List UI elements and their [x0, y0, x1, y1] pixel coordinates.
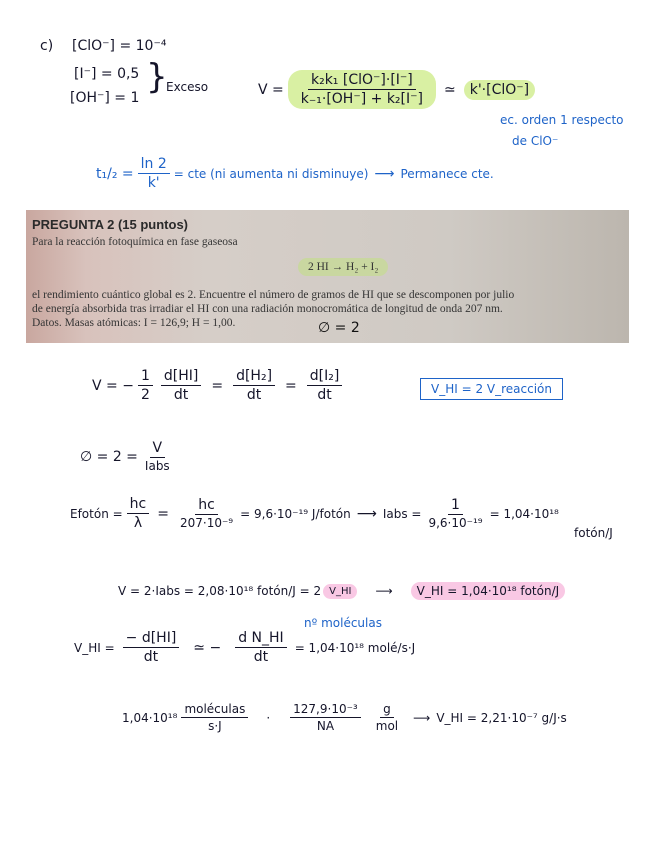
d-i2-den: dt: [317, 387, 332, 403]
v-iabs-line: [118, 582, 565, 600]
question-phi: ∅ = 2: [318, 320, 360, 336]
part-c-label: c): [40, 38, 54, 54]
question-reaction: 2 HI → H₂ + I₂: [298, 258, 388, 276]
vhi-small-highlight: V_HI: [323, 584, 357, 599]
half-life-result: Permanece cte.: [400, 166, 494, 181]
hc-num: hc: [127, 496, 150, 514]
v-iabs-text: V = 2·Iabs = 2,08·10¹⁸ fotón/J = 2: [118, 584, 322, 598]
rate-fraction: [298, 72, 426, 107]
rate-approx: ≃: [443, 81, 456, 98]
final-conversion-line: [122, 702, 567, 733]
question-photo: [26, 210, 629, 343]
half-life-fraction: [138, 156, 170, 191]
vhi-fraction-2: [235, 630, 286, 665]
efoton-lhs: Efotón =: [70, 506, 123, 521]
hc-num-2: hc: [195, 497, 218, 515]
v-lhs: V = −: [92, 377, 134, 394]
n-moleculas-note: nº moléculas: [304, 616, 382, 630]
vhi-fraction-1: [123, 630, 180, 665]
g-num: g: [380, 702, 394, 718]
vhi-lhs: V_HI =: [74, 640, 115, 655]
rate-numerator: k₂k₁ [ClO⁻]·[I⁻]: [308, 72, 416, 90]
d-i2-num: d[I₂]: [307, 368, 343, 386]
order-note-1: ec. orden 1 respecto: [500, 113, 624, 127]
question-line-1: Para la reacción fotoquímica en fase gaseosa: [32, 236, 238, 248]
vhi-den-1: dt: [143, 649, 159, 665]
right-arrow-icon: ⟶: [374, 165, 395, 182]
right-arrow-icon: ⟶: [375, 584, 393, 598]
final-unit-num: moléculas: [181, 702, 248, 718]
d-i2-dt: [307, 368, 343, 403]
final-unit: [181, 702, 248, 733]
vhi-value: = 1,04·10¹⁸ molé/s·J: [294, 640, 416, 655]
order-note-2: de ClO⁻: [512, 134, 559, 148]
iabs-lhs: Iabs =: [382, 506, 422, 521]
rate-fraction-highlight: [288, 70, 436, 109]
half-life-num: ln 2: [138, 156, 170, 174]
v-coef: [138, 368, 153, 403]
half-life-lhs: t₁/₂ =: [96, 165, 134, 182]
v-coef-den: 2: [140, 387, 150, 403]
half-life-rhs: = cte (ni aumenta ni disminuye): [173, 166, 369, 181]
phi-lhs: ∅ = 2 =: [80, 448, 138, 465]
vhi-definition-line: [74, 630, 415, 665]
equals-2: =: [285, 377, 297, 394]
iabs-fraction: [425, 497, 485, 530]
d-hi-num: d[HI]: [161, 368, 201, 386]
question-line-3: de energía absorbida tras irradiar el HI con una radiación monocromática de longitud de onda 207 nm.: [32, 303, 503, 315]
vhi-num-1: − d[HI]: [123, 630, 180, 648]
vhi-den-2: dt: [253, 649, 269, 665]
rate-simplified: k'·[ClO⁻]: [464, 80, 535, 100]
phi-den: Iabs: [144, 459, 170, 473]
half-life-line: [96, 156, 494, 191]
rate-denominator: k₋₁·[OH⁻] + k₂[I⁻]: [300, 91, 423, 107]
v-coef-num: 1: [138, 368, 153, 386]
efoton-value: = 9,6·10⁻¹⁹ J/fotón: [240, 506, 351, 521]
phi-fraction: [142, 440, 173, 473]
vhi-boxed-relation: V_HI = 2 V_reacción: [420, 378, 563, 400]
g-per-mol: [373, 702, 401, 733]
hc-over-lambda: [127, 496, 150, 531]
d-hi-den: dt: [173, 387, 189, 403]
vhi-approx: ≃ −: [193, 639, 222, 656]
mass-fraction: [290, 702, 361, 733]
rate-lhs: V =: [258, 81, 284, 98]
i-concentration: [I⁻] = 0,5: [74, 66, 140, 82]
final-coef: 1,04·10¹⁸: [122, 710, 178, 725]
lambda-val: 207·10⁻⁹: [179, 516, 234, 530]
iabs-den: 9,6·10⁻¹⁹: [428, 516, 483, 530]
question-line-2: el rendimiento cuántico global es 2. Encuentre el número de gramos de HI que se descomponen por julio: [32, 289, 515, 301]
phi-num: V: [150, 440, 166, 458]
oh-concentration: [OH⁻] = 1: [70, 90, 140, 106]
hc-over-lambda-val: [177, 497, 236, 530]
equals-1: =: [211, 377, 224, 394]
mass-den: NA: [316, 719, 335, 733]
photon-energy-line: [70, 496, 559, 531]
half-life-den: k': [147, 175, 160, 191]
final-result: V_HI = 2,21·10⁻⁷ g/J·s: [436, 710, 567, 725]
mass-num: 127,9·10⁻³: [290, 702, 361, 718]
d-h2-num: d[H₂]: [233, 368, 275, 386]
final-unit-den: s·J: [208, 719, 222, 733]
question-title: PREGUNTA 2 (15 puntos): [32, 217, 189, 232]
clo-concentration: [ClO⁻] = 10⁻⁴: [72, 38, 167, 54]
vhi-num-2: d N_HI: [235, 630, 286, 648]
equals-3: =: [157, 505, 169, 522]
quantum-yield-line: [80, 440, 177, 473]
right-arrow-icon: ⟶: [413, 710, 431, 725]
iabs-value: = 1,04·10¹⁸: [489, 506, 559, 521]
d-h2-den: dt: [246, 387, 262, 403]
question-line-4: Datos. Masas atómicas: I = 126,9; H = 1,00.: [32, 317, 236, 329]
rate-definition: [92, 368, 346, 403]
vhi-result-highlight: V_HI = 1,04·10¹⁸ fotón/J: [411, 582, 566, 600]
iabs-unit: fotón/J: [574, 526, 613, 540]
g-den: mol: [375, 719, 399, 733]
d-h2-dt: [233, 368, 275, 403]
excess-label: Exceso: [166, 80, 209, 94]
right-arrow-icon: ⟶: [356, 505, 377, 522]
d-hi-dt: [161, 368, 201, 403]
lambda-den: λ: [133, 515, 143, 531]
excess-brace: }: [146, 57, 168, 97]
rate-equation: [258, 70, 535, 109]
mult-dot: ·: [266, 710, 271, 725]
iabs-num: 1: [448, 497, 463, 515]
